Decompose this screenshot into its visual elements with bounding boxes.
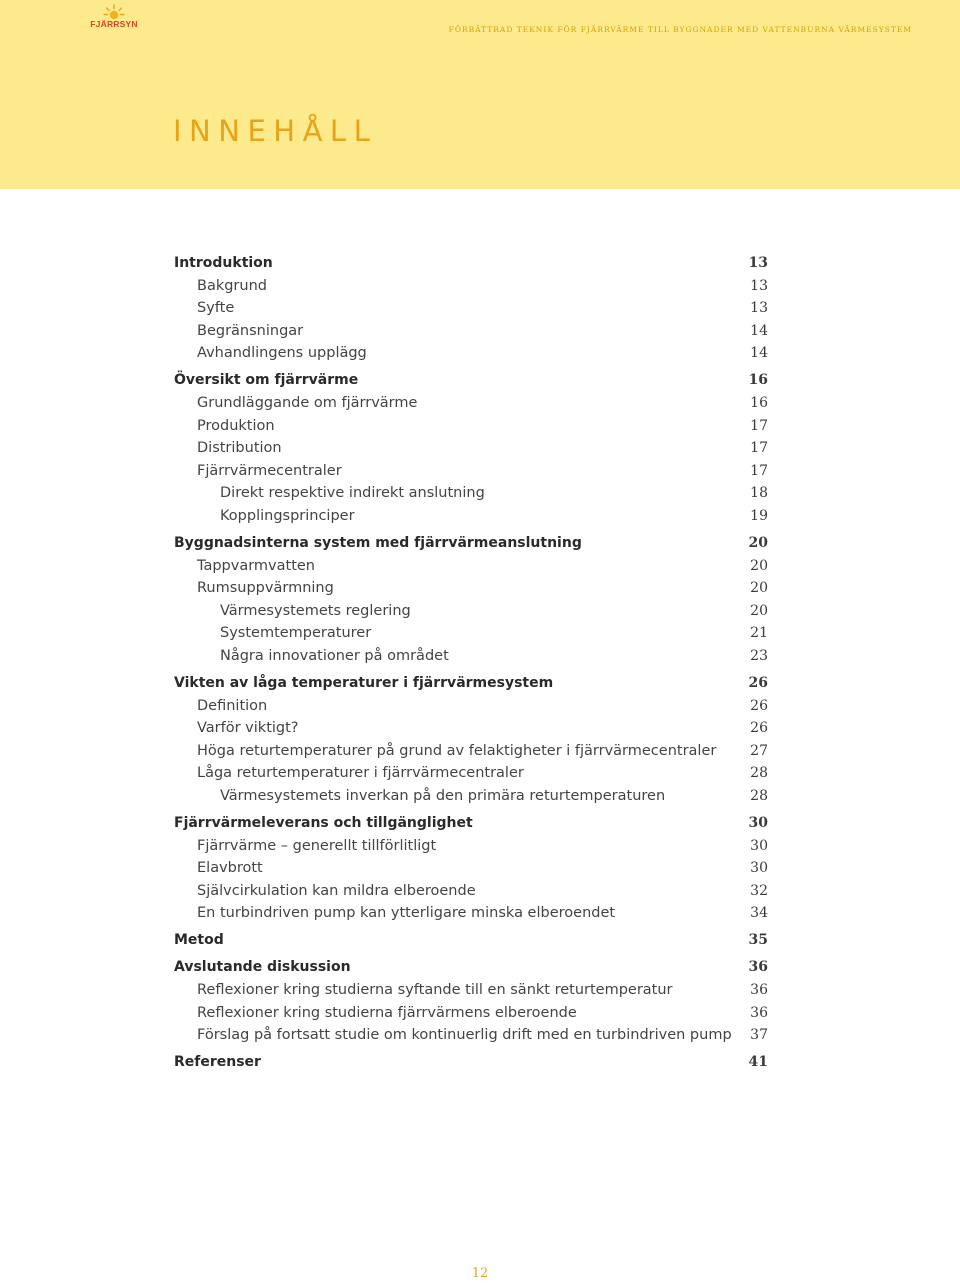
- toc-entry-page: 20: [750, 558, 768, 574]
- toc-entry-title: Varför viktigt?: [197, 720, 299, 736]
- toc-entry-page: 14: [750, 345, 768, 361]
- toc-entry-page: 26: [750, 698, 768, 714]
- toc-entry-page: 37: [750, 1027, 768, 1043]
- toc-entry-title: Översikt om fjärrvärme: [174, 372, 359, 388]
- toc-entry-page: 35: [748, 932, 768, 948]
- toc-entry[interactable]: [174, 577, 768, 599]
- toc-entry[interactable]: [174, 785, 768, 807]
- toc-entry-page: 13: [750, 300, 768, 316]
- toc-entry[interactable]: [174, 812, 768, 834]
- running-head: FÖRBÄTTRAD TEKNIK FÖR FJÄRRVÄRME TILL BYGGNADER MED VATTENBURNA VÄRMESYSTEM: [448, 25, 912, 34]
- toc-entry-title: Låga returtemperaturer i fjärrvärmecentraler: [197, 765, 524, 781]
- toc-entry-title: Referenser: [174, 1054, 261, 1070]
- toc-entry-title: Fjärrvärmecentraler: [197, 463, 342, 479]
- toc-entry-page: 30: [750, 838, 768, 854]
- toc-entry[interactable]: [174, 437, 768, 459]
- toc-entry-title: Byggnadsinterna system med fjärrvärmeanslutning: [174, 535, 582, 551]
- toc-entry[interactable]: [174, 555, 768, 577]
- toc-entry[interactable]: [174, 695, 768, 717]
- toc-entry-page: 19: [750, 508, 768, 524]
- toc-entry-page: 13: [750, 278, 768, 294]
- toc-entry[interactable]: [174, 956, 768, 978]
- toc-entry[interactable]: [174, 392, 768, 414]
- toc-entry-page: 36: [750, 1005, 768, 1021]
- toc-entry[interactable]: [174, 275, 768, 297]
- toc-entry-title: Direkt respektive indirekt anslutning: [220, 485, 485, 501]
- toc-entry-title: Fjärrvärmeleverans och tillgänglighet: [174, 815, 473, 831]
- toc-entry-title: Värmesystemets inverkan på den primära returtemperaturen: [220, 788, 666, 804]
- toc-entry-title: Kopplingsprinciper: [220, 508, 355, 524]
- toc-entry[interactable]: [174, 979, 768, 1001]
- page-number: 12: [471, 1266, 489, 1281]
- toc-entry-title: Tappvarmvatten: [197, 558, 315, 574]
- toc-entry-page: 17: [750, 418, 768, 434]
- toc-entry[interactable]: [174, 532, 768, 554]
- toc-entry-title: Självcirkulation kan mildra elberoende: [197, 883, 476, 899]
- toc-entry[interactable]: [174, 482, 768, 504]
- toc-entry-title: Värmesystemets reglering: [220, 603, 411, 619]
- toc-entry[interactable]: [174, 1002, 768, 1024]
- toc-entry[interactable]: [174, 297, 768, 319]
- toc-entry-title: Fjärrvärme – generellt tillförlitligt: [197, 838, 437, 854]
- toc-entry-title: Produktion: [197, 418, 275, 434]
- toc-entry[interactable]: [174, 740, 768, 762]
- toc-entry-title: Definition: [197, 698, 268, 714]
- toc-entry[interactable]: [174, 857, 768, 879]
- toc-entry-page: 32: [750, 883, 768, 899]
- toc-entry[interactable]: [174, 717, 768, 739]
- toc-entry[interactable]: [174, 1024, 768, 1046]
- toc-entry-title: Elavbrott: [197, 860, 263, 876]
- toc-entry[interactable]: [174, 369, 768, 391]
- toc-entry[interactable]: [174, 600, 768, 622]
- toc-entry[interactable]: [174, 460, 768, 482]
- toc-entry[interactable]: [174, 902, 768, 924]
- toc-entry-title: Introduktion: [174, 255, 273, 271]
- toc-entry-page: 23: [750, 648, 768, 664]
- toc-entry-title: Systemtemperaturer: [220, 625, 372, 641]
- toc-entry[interactable]: [174, 672, 768, 694]
- toc-entry-page: 20: [750, 580, 768, 596]
- toc-entry-title: Reflexioner kring studierna fjärrvärmens elberoende: [197, 1005, 577, 1021]
- toc-entry-page: 28: [750, 765, 768, 781]
- toc-entry-page: 20: [750, 603, 768, 619]
- toc-entry-title: Reflexioner kring studierna syftande till en sänkt returtemperatur: [197, 982, 673, 998]
- toc-entry[interactable]: [174, 342, 768, 364]
- toc-entry[interactable]: [174, 645, 768, 667]
- logo-text: FJÄRRSYN: [90, 19, 138, 29]
- toc-entry-page: 17: [750, 440, 768, 456]
- toc-entry-page: 18: [750, 485, 768, 501]
- toc-entry-title: Rumsuppvärmning: [197, 580, 334, 596]
- toc-entry-page: 28: [750, 788, 768, 804]
- toc-entry-page: 13: [748, 255, 768, 271]
- toc-entry-title: Begränsningar: [197, 323, 304, 339]
- toc-entry-page: 30: [748, 815, 768, 831]
- toc-entry[interactable]: [174, 252, 768, 274]
- toc-entry-page: 16: [750, 395, 768, 411]
- toc-entry-title: Avslutande diskussion: [174, 959, 351, 975]
- toc-entry-title: En turbindriven pump kan ytterligare minska elberoendet: [197, 905, 616, 921]
- toc-entry-title: Syfte: [197, 300, 235, 316]
- toc-entry[interactable]: [174, 835, 768, 857]
- toc-entry-title: Höga returtemperaturer på grund av felaktigheter i fjärrvärmecentraler: [197, 743, 717, 759]
- toc-entry-page: 20: [748, 535, 768, 551]
- toc-entry-page: 26: [748, 675, 768, 691]
- toc-entry-page: 36: [748, 959, 768, 975]
- toc-entry-title: Metod: [174, 932, 224, 948]
- toc-entry-title: Vikten av låga temperaturer i fjärrvärmesystem: [174, 675, 554, 691]
- toc-entry[interactable]: [174, 622, 768, 644]
- toc-entry-title: Bakgrund: [197, 278, 267, 294]
- toc-entry-title: Distribution: [197, 440, 282, 456]
- toc-entry-page: 30: [750, 860, 768, 876]
- page-title: INNEHÅLL: [173, 114, 378, 149]
- toc-entry[interactable]: [174, 320, 768, 342]
- toc-entry-page: 21: [750, 625, 768, 641]
- toc-entry-page: 36: [750, 982, 768, 998]
- toc-entry-page: 26: [750, 720, 768, 736]
- toc-entry-page: 17: [750, 463, 768, 479]
- toc-entry-page: 34: [750, 905, 768, 921]
- toc-entry-page: 41: [748, 1054, 768, 1070]
- toc-entry-page: 16: [748, 372, 768, 388]
- toc-entry-title: Några innovationer på området: [220, 648, 449, 664]
- toc-entry-title: Förslag på fortsatt studie om kontinuerlig drift med en turbindriven pump: [197, 1027, 732, 1043]
- toc-entry-page: 14: [750, 323, 768, 339]
- toc-entry-title: Grundläggande om fjärrvärme: [197, 395, 418, 411]
- toc-entry[interactable]: [174, 505, 768, 527]
- toc-entry[interactable]: [174, 415, 768, 437]
- toc-entry-page: 27: [750, 743, 768, 759]
- toc-entry-title: Avhandlingens upplägg: [197, 345, 367, 361]
- toc-entry[interactable]: [174, 929, 768, 951]
- toc-entry[interactable]: [174, 1051, 768, 1073]
- toc-entry[interactable]: [174, 880, 768, 902]
- toc-entry[interactable]: [174, 762, 768, 784]
